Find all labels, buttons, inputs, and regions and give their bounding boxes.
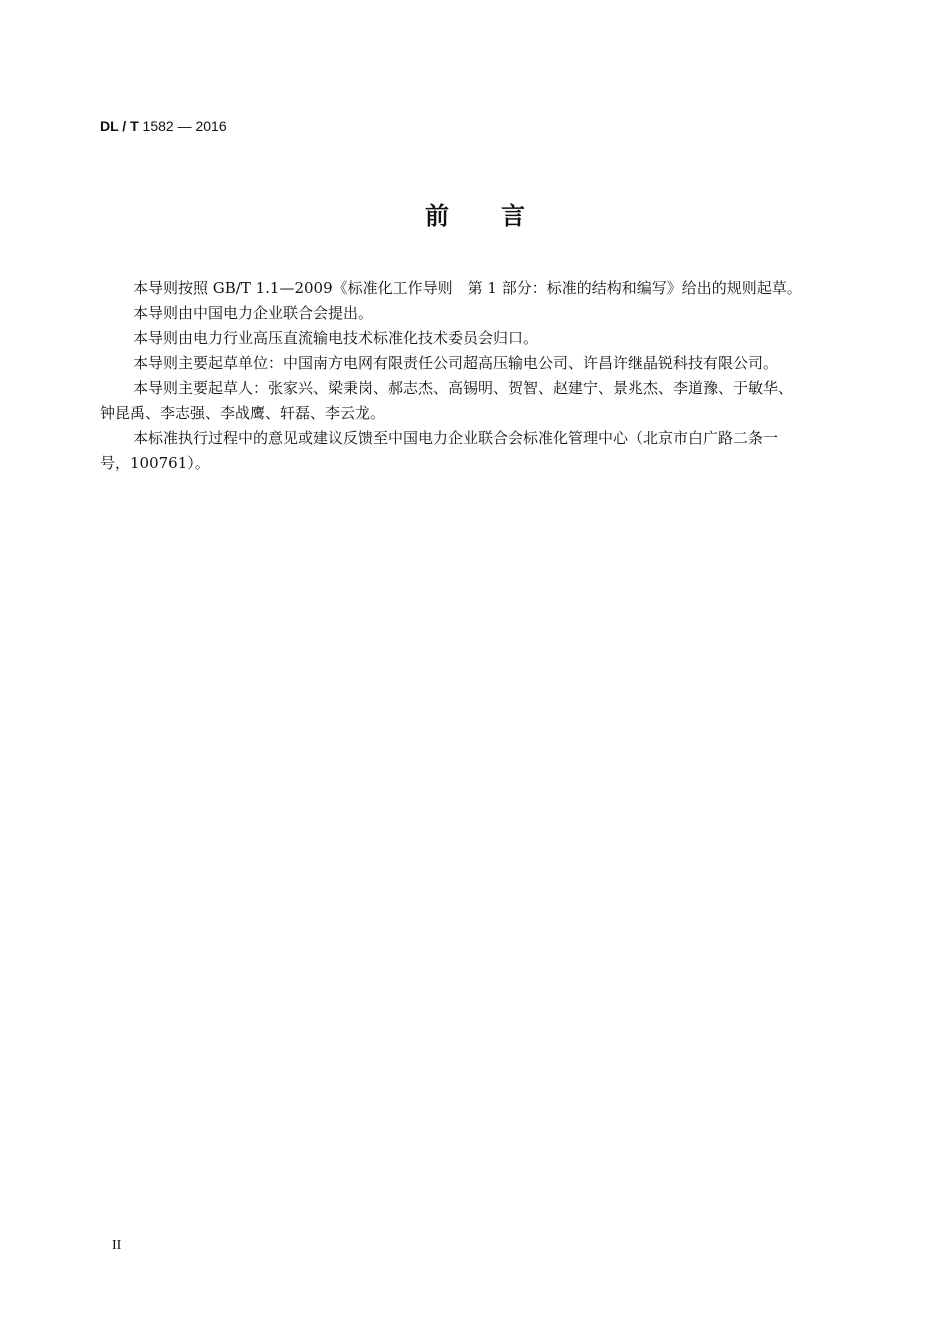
feedback-line-2: 号，100761）。 xyxy=(100,454,210,472)
paragraph-drafting-rules: 本导则按照 GB/T 1.1—2009《标准化工作导则 第 1 部分：标准的结构和编写》给出的规则起草。 xyxy=(133,279,802,297)
foreword-body xyxy=(100,276,852,476)
document-header-code xyxy=(100,118,227,134)
paragraph-drafting-units: 本导则主要起草单位：中国南方电网有限责任公司超高压输电公司、许昌许继晶锐科技有限公司。 xyxy=(133,354,779,372)
drafters-line-1: 本导则主要起草人：张家兴、梁秉岗、郝志杰、高锡明、贺智、赵建宁、景兆杰、李道豫、于敏华、 xyxy=(133,379,794,397)
paragraph-administrator: 本导则由电力行业高压直流输电技术标准化技术委员会归口。 xyxy=(133,329,539,347)
standard-prefix: DL / T xyxy=(100,118,139,134)
paragraph-feedback xyxy=(100,426,852,476)
paragraph-proposer: 本导则由中国电力企业联合会提出。 xyxy=(133,304,374,322)
paragraph-drafters xyxy=(100,376,852,426)
page-title xyxy=(0,196,950,231)
standard-number: 1582 — 2016 xyxy=(142,118,227,134)
feedback-line-1: 本标准执行过程中的意见或建议反馈至中国电力企业联合会标准化管理中心（北京市白广路二条一 xyxy=(133,429,779,447)
page-number: II xyxy=(112,1238,122,1253)
title-char-2: 言 xyxy=(501,202,525,230)
title-char-1: 前 xyxy=(425,202,449,230)
drafters-line-2: 钟昆禹、李志强、李战鹰、轩磊、李云龙。 xyxy=(100,404,386,422)
